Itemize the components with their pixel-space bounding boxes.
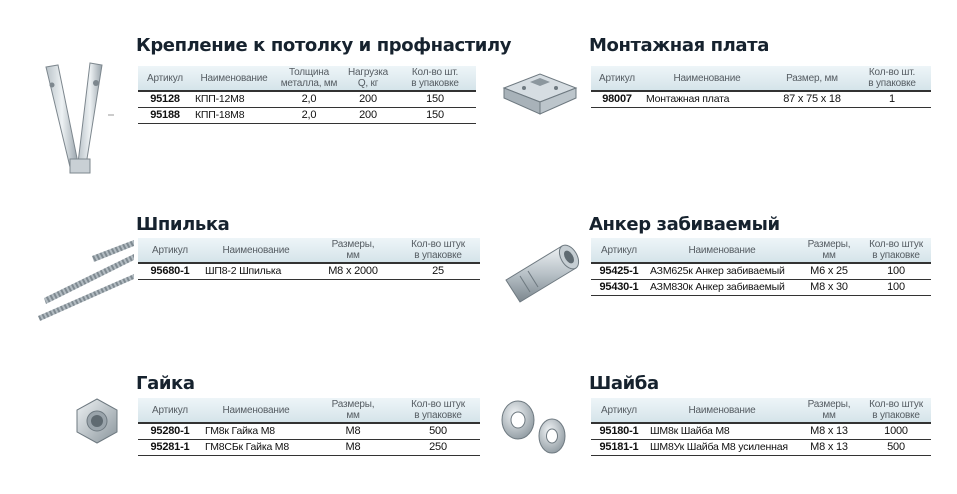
column-header: Кол-во штук в упаковке xyxy=(396,398,480,423)
table-header-row xyxy=(138,398,480,423)
spec-table-nut xyxy=(138,398,480,456)
table-row xyxy=(138,108,476,124)
table-row xyxy=(591,440,931,456)
size-cell: М6 x 25 xyxy=(797,263,861,280)
column-header: Кол-во шт. в упаковке xyxy=(394,66,476,91)
name-cell: ШМ8Ук Шайба М8 усиленная xyxy=(647,440,797,456)
column-header: Наименование xyxy=(202,238,310,263)
qty-cell: 250 xyxy=(396,440,480,456)
load-cell: 200 xyxy=(342,108,394,124)
column-header: Нагрузка Q, кг xyxy=(342,66,394,91)
article-cell: 95425-1 xyxy=(591,263,647,280)
qty-cell: 1 xyxy=(853,91,931,108)
spec-table-plate xyxy=(591,66,931,108)
section-title-stud: Шпилька xyxy=(136,214,230,235)
qty-cell: 150 xyxy=(394,91,476,108)
section-title-anchor: Анкер забиваемый xyxy=(589,214,780,235)
table-header-row xyxy=(138,238,480,263)
size-cell: М8 x 30 xyxy=(797,280,861,296)
name-cell: ГМ8СБк Гайка М8 xyxy=(202,440,310,456)
name-cell: ШМ8к Шайба М8 xyxy=(647,423,797,440)
column-header: Артикул xyxy=(138,238,202,263)
article-cell: 95280-1 xyxy=(138,423,202,440)
table-header-row xyxy=(138,66,476,91)
washer-icon xyxy=(496,396,576,462)
column-header: Кол-во штук в упаковке xyxy=(861,398,931,423)
column-header: Толщина металла, мм xyxy=(276,66,342,91)
hex-nut-icon xyxy=(72,396,122,446)
column-header: Наименование xyxy=(643,66,771,91)
column-header: Наименование xyxy=(647,398,797,423)
table-row xyxy=(591,423,931,440)
column-header: Артикул xyxy=(591,66,643,91)
table-row xyxy=(591,280,931,296)
name-cell: ШП8-2 Шпилька xyxy=(202,263,310,280)
table-header-row xyxy=(591,238,931,263)
table-row xyxy=(138,263,480,280)
article-cell: 95281-1 xyxy=(138,440,202,456)
table-row xyxy=(591,263,931,280)
column-header: Размеры, мм xyxy=(310,398,396,423)
section-title-plate: Монтажная плата xyxy=(589,35,769,56)
column-header: Кол-во штук в упаковке xyxy=(396,238,480,263)
article-cell: 95680-1 xyxy=(138,263,202,280)
qty-cell: 150 xyxy=(394,108,476,124)
column-header: Размеры, мм xyxy=(797,238,861,263)
thickness-cell: 2,0 xyxy=(276,91,342,108)
article-cell: 95430-1 xyxy=(591,280,647,296)
article-cell: 95180-1 xyxy=(591,423,647,440)
column-header: Артикул xyxy=(138,398,202,423)
article-cell: 95181-1 xyxy=(591,440,647,456)
spec-table-washer xyxy=(591,398,931,456)
qty-cell: 500 xyxy=(861,440,931,456)
table-row xyxy=(591,91,931,108)
size-cell: М8 xyxy=(310,423,396,440)
column-header: Размеры, мм xyxy=(310,238,396,263)
name-cell: КПП-12М8 xyxy=(192,91,276,108)
column-header: Размеры, мм xyxy=(797,398,861,423)
threaded-rod-icon xyxy=(36,236,136,326)
table-header-row xyxy=(591,398,931,423)
article-cell: 95188 xyxy=(138,108,192,124)
name-cell: АЗМ830к Анкер забиваемый xyxy=(647,280,797,296)
section-title-nut: Гайка xyxy=(136,373,195,394)
section-title-washer: Шайба xyxy=(589,373,659,394)
name-cell: Монтажная плата xyxy=(643,91,771,108)
size-cell: 87 x 75 x 18 xyxy=(771,91,853,108)
name-cell: АЗМ625к Анкер забиваемый xyxy=(647,263,797,280)
table-header-row xyxy=(591,66,931,91)
size-cell: М8 xyxy=(310,440,396,456)
mounting-plate-icon xyxy=(500,62,580,122)
column-header: Наименование xyxy=(202,398,310,423)
column-header: Кол-во штук в упаковке xyxy=(861,238,931,263)
ceiling-bracket-icon xyxy=(38,55,118,185)
thickness-cell: 2,0 xyxy=(276,108,342,124)
qty-cell: 25 xyxy=(396,263,480,280)
article-cell: 95128 xyxy=(138,91,192,108)
section-title-ceiling: Крепление к потолку и профнастилу xyxy=(136,35,512,56)
table-row xyxy=(138,440,480,456)
column-header: Артикул xyxy=(138,66,192,91)
spec-table-anchor xyxy=(591,238,931,296)
table-row xyxy=(138,423,480,440)
qty-cell: 1000 xyxy=(861,423,931,440)
drop-in-anchor-icon xyxy=(500,236,586,306)
article-cell: 98007 xyxy=(591,91,643,108)
column-header: Наименование xyxy=(647,238,797,263)
qty-cell: 100 xyxy=(861,280,931,296)
column-header: Артикул xyxy=(591,238,647,263)
table-row xyxy=(138,91,476,108)
column-header: Артикул xyxy=(591,398,647,423)
qty-cell: 100 xyxy=(861,263,931,280)
column-header: Наименование xyxy=(192,66,276,91)
spec-table-ceiling xyxy=(138,66,476,124)
column-header: Размер, мм xyxy=(771,66,853,91)
spec-table-stud xyxy=(138,238,480,280)
load-cell: 200 xyxy=(342,91,394,108)
size-cell: М8 x 2000 xyxy=(310,263,396,280)
qty-cell: 500 xyxy=(396,423,480,440)
name-cell: ГМ8к Гайка М8 xyxy=(202,423,310,440)
name-cell: КПП-18М8 xyxy=(192,108,276,124)
size-cell: М8 x 13 xyxy=(797,440,861,456)
column-header: Кол-во шт. в упаковке xyxy=(853,66,931,91)
size-cell: М8 x 13 xyxy=(797,423,861,440)
